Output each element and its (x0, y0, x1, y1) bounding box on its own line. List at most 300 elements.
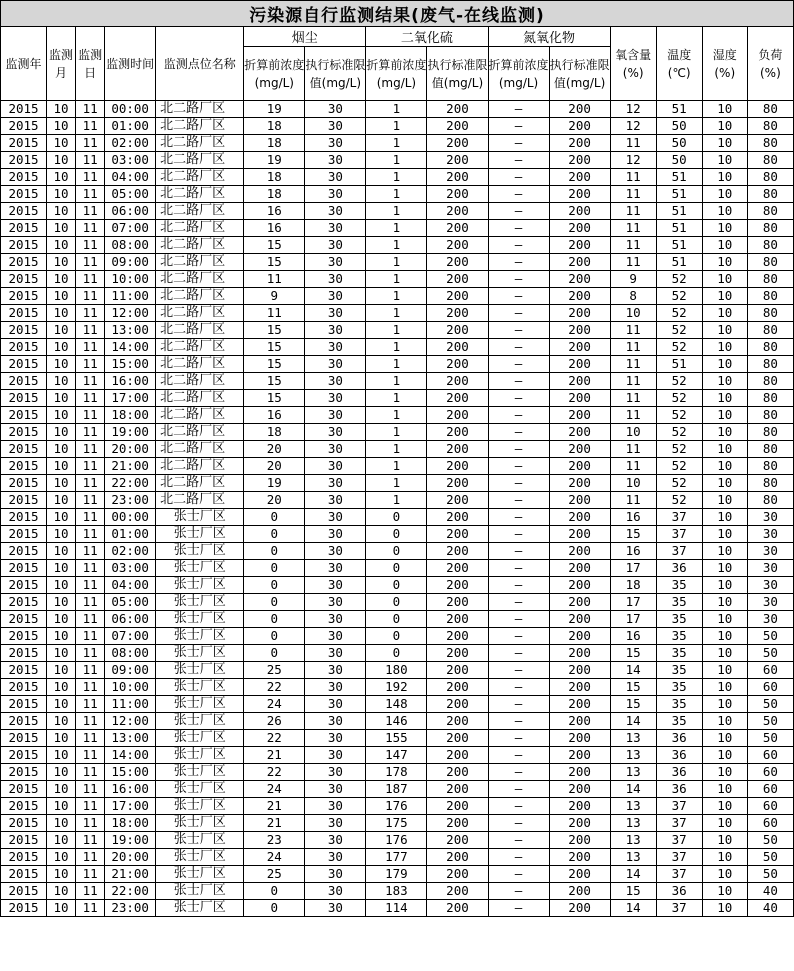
cell-so2-conc: 1 (366, 339, 427, 356)
cell-load: 30 (747, 577, 793, 594)
cell-so2-conc: 0 (366, 509, 427, 526)
cell-so2-conc: 1 (366, 390, 427, 407)
cell-so2-conc: 1 (366, 407, 427, 424)
cell-day: 11 (76, 322, 105, 339)
cell-nox-limit: 200 (549, 492, 610, 509)
table-row (1, 101, 794, 118)
cell-load: 50 (747, 696, 793, 713)
cell-humidity: 10 (702, 237, 747, 254)
cell-site: 北二路厂区 (156, 220, 244, 237)
cell-so2-conc: 1 (366, 220, 427, 237)
cell-smoke-conc: 18 (244, 186, 305, 203)
cell-day: 11 (76, 135, 105, 152)
cell-day: 11 (76, 373, 105, 390)
cell-temperature: 51 (656, 220, 702, 237)
cell-so2-limit: 200 (427, 390, 488, 407)
cell-nox-conc: — (488, 237, 549, 254)
cell-month: 10 (47, 305, 76, 322)
cell-load: 80 (747, 186, 793, 203)
cell-so2-conc: 192 (366, 679, 427, 696)
cell-day: 11 (76, 288, 105, 305)
cell-year: 2015 (1, 611, 47, 628)
cell-nox-limit: 200 (549, 322, 610, 339)
cell-so2-limit: 200 (427, 237, 488, 254)
cell-month: 10 (47, 764, 76, 781)
cell-nox-limit: 200 (549, 832, 610, 849)
cell-nox-limit: 200 (549, 645, 610, 662)
cell-month: 10 (47, 526, 76, 543)
cell-day: 11 (76, 611, 105, 628)
cell-so2-conc: 177 (366, 849, 427, 866)
cell-year: 2015 (1, 322, 47, 339)
cell-load: 60 (747, 662, 793, 679)
cell-year: 2015 (1, 288, 47, 305)
cell-site: 北二路厂区 (156, 424, 244, 441)
header-smoke-conc: 折算前浓度(mg/L) (244, 47, 305, 101)
cell-nox-conc: — (488, 475, 549, 492)
cell-so2-conc: 176 (366, 798, 427, 815)
cell-humidity: 10 (702, 798, 747, 815)
cell-load: 80 (747, 271, 793, 288)
cell-smoke-limit: 30 (305, 356, 366, 373)
cell-smoke-conc: 0 (244, 577, 305, 594)
cell-so2-conc: 1 (366, 186, 427, 203)
cell-temperature: 52 (656, 322, 702, 339)
cell-so2-limit: 200 (427, 509, 488, 526)
cell-day: 11 (76, 713, 105, 730)
cell-load: 80 (747, 492, 793, 509)
cell-nox-limit: 200 (549, 118, 610, 135)
cell-smoke-conc: 26 (244, 713, 305, 730)
cell-site: 北二路厂区 (156, 305, 244, 322)
cell-so2-conc: 1 (366, 135, 427, 152)
cell-humidity: 10 (702, 271, 747, 288)
cell-year: 2015 (1, 186, 47, 203)
cell-load: 30 (747, 543, 793, 560)
table-row (1, 458, 794, 475)
cell-so2-conc: 1 (366, 424, 427, 441)
cell-month: 10 (47, 594, 76, 611)
table-row (1, 645, 794, 662)
cell-nox-limit: 200 (549, 730, 610, 747)
cell-nox-conc: — (488, 594, 549, 611)
cell-humidity: 10 (702, 679, 747, 696)
cell-oxygen: 11 (610, 169, 656, 186)
cell-site: 张士厂区 (156, 764, 244, 781)
cell-site: 北二路厂区 (156, 441, 244, 458)
header-time: 监测时间 (105, 27, 156, 101)
cell-temperature: 52 (656, 475, 702, 492)
cell-humidity: 10 (702, 577, 747, 594)
cell-smoke-conc: 16 (244, 407, 305, 424)
cell-oxygen: 15 (610, 883, 656, 900)
cell-year: 2015 (1, 305, 47, 322)
cell-site: 北二路厂区 (156, 407, 244, 424)
cell-site: 北二路厂区 (156, 373, 244, 390)
table-row (1, 781, 794, 798)
cell-year: 2015 (1, 237, 47, 254)
cell-site: 张士厂区 (156, 781, 244, 798)
cell-so2-conc: 1 (366, 441, 427, 458)
cell-so2-conc: 180 (366, 662, 427, 679)
cell-temperature: 51 (656, 356, 702, 373)
cell-nox-limit: 200 (549, 254, 610, 271)
cell-humidity: 10 (702, 356, 747, 373)
group-smoke: 烟尘 (244, 27, 366, 47)
cell-year: 2015 (1, 832, 47, 849)
cell-nox-conc: — (488, 730, 549, 747)
cell-site: 张士厂区 (156, 798, 244, 815)
cell-year: 2015 (1, 407, 47, 424)
cell-so2-conc: 1 (366, 101, 427, 118)
cell-time: 02:00 (105, 543, 156, 560)
cell-load: 60 (747, 815, 793, 832)
cell-year: 2015 (1, 815, 47, 832)
cell-temperature: 51 (656, 186, 702, 203)
cell-so2-conc: 1 (366, 169, 427, 186)
cell-month: 10 (47, 237, 76, 254)
cell-humidity: 10 (702, 169, 747, 186)
cell-temperature: 50 (656, 135, 702, 152)
table-row (1, 203, 794, 220)
cell-time: 20:00 (105, 441, 156, 458)
cell-smoke-limit: 30 (305, 662, 366, 679)
cell-smoke-limit: 30 (305, 577, 366, 594)
header-smoke-limit: 执行标准限值(mg/L) (305, 47, 366, 101)
cell-temperature: 52 (656, 441, 702, 458)
cell-nox-limit: 200 (549, 407, 610, 424)
header-temperature: 温度(℃) (656, 27, 702, 101)
cell-so2-limit: 200 (427, 441, 488, 458)
cell-nox-limit: 200 (549, 764, 610, 781)
cell-month: 10 (47, 577, 76, 594)
cell-oxygen: 10 (610, 305, 656, 322)
cell-month: 10 (47, 254, 76, 271)
cell-month: 10 (47, 475, 76, 492)
cell-so2-limit: 200 (427, 492, 488, 509)
cell-nox-limit: 200 (549, 900, 610, 917)
cell-humidity: 10 (702, 526, 747, 543)
cell-time: 05:00 (105, 186, 156, 203)
cell-time: 13:00 (105, 322, 156, 339)
cell-load: 80 (747, 135, 793, 152)
cell-smoke-conc: 15 (244, 237, 305, 254)
cell-smoke-limit: 30 (305, 713, 366, 730)
cell-day: 11 (76, 866, 105, 883)
cell-nox-limit: 200 (549, 611, 610, 628)
cell-smoke-limit: 30 (305, 849, 366, 866)
cell-smoke-limit: 30 (305, 730, 366, 747)
cell-smoke-limit: 30 (305, 101, 366, 118)
cell-time: 22:00 (105, 883, 156, 900)
cell-so2-conc: 1 (366, 237, 427, 254)
cell-site: 张士厂区 (156, 730, 244, 747)
table-row (1, 730, 794, 747)
cell-nox-limit: 200 (549, 526, 610, 543)
cell-nox-limit: 200 (549, 373, 610, 390)
cell-load: 80 (747, 356, 793, 373)
cell-year: 2015 (1, 254, 47, 271)
table-row (1, 441, 794, 458)
cell-year: 2015 (1, 560, 47, 577)
cell-year: 2015 (1, 169, 47, 186)
cell-nox-limit: 200 (549, 135, 610, 152)
cell-so2-limit: 200 (427, 152, 488, 169)
cell-humidity: 10 (702, 747, 747, 764)
table-row (1, 118, 794, 135)
cell-smoke-conc: 0 (244, 611, 305, 628)
cell-time: 04:00 (105, 169, 156, 186)
cell-temperature: 51 (656, 237, 702, 254)
cell-so2-conc: 176 (366, 832, 427, 849)
cell-year: 2015 (1, 509, 47, 526)
cell-year: 2015 (1, 441, 47, 458)
cell-nox-limit: 200 (549, 798, 610, 815)
cell-humidity: 10 (702, 424, 747, 441)
cell-site: 北二路厂区 (156, 254, 244, 271)
cell-smoke-limit: 30 (305, 492, 366, 509)
cell-so2-limit: 200 (427, 866, 488, 883)
cell-month: 10 (47, 169, 76, 186)
cell-temperature: 50 (656, 118, 702, 135)
cell-site: 北二路厂区 (156, 101, 244, 118)
cell-temperature: 52 (656, 458, 702, 475)
cell-load: 30 (747, 594, 793, 611)
cell-nox-conc: — (488, 645, 549, 662)
cell-so2-conc: 1 (366, 373, 427, 390)
cell-humidity: 10 (702, 628, 747, 645)
cell-nox-conc: — (488, 458, 549, 475)
cell-smoke-conc: 21 (244, 815, 305, 832)
cell-so2-conc: 1 (366, 305, 427, 322)
cell-so2-limit: 200 (427, 764, 488, 781)
cell-so2-limit: 200 (427, 169, 488, 186)
cell-time: 18:00 (105, 815, 156, 832)
cell-load: 80 (747, 288, 793, 305)
table-row (1, 407, 794, 424)
cell-so2-limit: 200 (427, 747, 488, 764)
cell-oxygen: 15 (610, 526, 656, 543)
cell-time: 15:00 (105, 764, 156, 781)
group-nox: 氮氧化物 (488, 27, 610, 47)
table-row (1, 356, 794, 373)
cell-so2-limit: 200 (427, 186, 488, 203)
cell-smoke-conc: 20 (244, 441, 305, 458)
cell-smoke-limit: 30 (305, 339, 366, 356)
cell-time: 00:00 (105, 101, 156, 118)
cell-humidity: 10 (702, 475, 747, 492)
cell-smoke-conc: 16 (244, 220, 305, 237)
cell-time: 14:00 (105, 747, 156, 764)
cell-nox-limit: 200 (549, 543, 610, 560)
cell-site: 张士厂区 (156, 713, 244, 730)
cell-so2-limit: 200 (427, 628, 488, 645)
cell-day: 11 (76, 492, 105, 509)
cell-humidity: 10 (702, 645, 747, 662)
cell-so2-limit: 200 (427, 883, 488, 900)
cell-temperature: 35 (656, 594, 702, 611)
cell-humidity: 10 (702, 560, 747, 577)
cell-so2-limit: 200 (427, 577, 488, 594)
cell-oxygen: 13 (610, 815, 656, 832)
cell-temperature: 52 (656, 373, 702, 390)
cell-oxygen: 14 (610, 781, 656, 798)
cell-so2-conc: 146 (366, 713, 427, 730)
cell-day: 11 (76, 662, 105, 679)
cell-year: 2015 (1, 696, 47, 713)
cell-so2-limit: 200 (427, 781, 488, 798)
cell-humidity: 10 (702, 764, 747, 781)
cell-day: 11 (76, 356, 105, 373)
cell-temperature: 37 (656, 866, 702, 883)
cell-temperature: 37 (656, 509, 702, 526)
cell-month: 10 (47, 339, 76, 356)
cell-month: 10 (47, 101, 76, 118)
cell-load: 80 (747, 475, 793, 492)
cell-load: 40 (747, 883, 793, 900)
cell-smoke-limit: 30 (305, 781, 366, 798)
cell-smoke-conc: 21 (244, 747, 305, 764)
cell-so2-limit: 200 (427, 543, 488, 560)
cell-smoke-conc: 18 (244, 169, 305, 186)
header-nox-conc: 折算前浓度(mg/L) (488, 47, 549, 101)
cell-nox-limit: 200 (549, 815, 610, 832)
cell-nox-conc: — (488, 203, 549, 220)
cell-nox-conc: — (488, 305, 549, 322)
cell-nox-conc: — (488, 254, 549, 271)
cell-nox-limit: 200 (549, 662, 610, 679)
cell-smoke-limit: 30 (305, 611, 366, 628)
cell-smoke-limit: 30 (305, 679, 366, 696)
cell-temperature: 36 (656, 560, 702, 577)
cell-nox-limit: 200 (549, 475, 610, 492)
cell-time: 03:00 (105, 560, 156, 577)
cell-load: 30 (747, 509, 793, 526)
table-row (1, 764, 794, 781)
cell-year: 2015 (1, 747, 47, 764)
cell-nox-limit: 200 (549, 424, 610, 441)
cell-smoke-limit: 30 (305, 815, 366, 832)
cell-so2-conc: 147 (366, 747, 427, 764)
cell-so2-conc: 1 (366, 288, 427, 305)
cell-day: 11 (76, 203, 105, 220)
cell-year: 2015 (1, 713, 47, 730)
cell-year: 2015 (1, 271, 47, 288)
cell-smoke-limit: 30 (305, 271, 366, 288)
cell-load: 50 (747, 645, 793, 662)
table-row (1, 186, 794, 203)
cell-day: 11 (76, 186, 105, 203)
cell-so2-limit: 200 (427, 730, 488, 747)
cell-load: 80 (747, 407, 793, 424)
cell-nox-conc: — (488, 900, 549, 917)
cell-oxygen: 11 (610, 390, 656, 407)
cell-humidity: 10 (702, 373, 747, 390)
cell-temperature: 52 (656, 492, 702, 509)
cell-site: 张士厂区 (156, 883, 244, 900)
cell-nox-conc: — (488, 577, 549, 594)
cell-smoke-conc: 15 (244, 322, 305, 339)
cell-day: 11 (76, 152, 105, 169)
table-row (1, 169, 794, 186)
cell-nox-conc: — (488, 135, 549, 152)
cell-nox-limit: 200 (549, 169, 610, 186)
cell-load: 30 (747, 611, 793, 628)
cell-month: 10 (47, 356, 76, 373)
cell-time: 14:00 (105, 339, 156, 356)
cell-day: 11 (76, 118, 105, 135)
cell-time: 20:00 (105, 849, 156, 866)
cell-smoke-limit: 30 (305, 475, 366, 492)
cell-nox-conc: — (488, 764, 549, 781)
cell-nox-limit: 200 (549, 339, 610, 356)
cell-smoke-conc: 19 (244, 101, 305, 118)
cell-time: 05:00 (105, 594, 156, 611)
cell-humidity: 10 (702, 696, 747, 713)
cell-site: 张士厂区 (156, 866, 244, 883)
cell-nox-conc: — (488, 628, 549, 645)
cell-oxygen: 14 (610, 713, 656, 730)
cell-oxygen: 13 (610, 747, 656, 764)
cell-temperature: 37 (656, 798, 702, 815)
cell-site: 张士厂区 (156, 849, 244, 866)
cell-smoke-limit: 30 (305, 407, 366, 424)
cell-humidity: 10 (702, 339, 747, 356)
cell-time: 19:00 (105, 424, 156, 441)
cell-humidity: 10 (702, 118, 747, 135)
cell-smoke-conc: 19 (244, 475, 305, 492)
cell-load: 60 (747, 764, 793, 781)
cell-site: 张士厂区 (156, 679, 244, 696)
table-row (1, 849, 794, 866)
cell-nox-conc: — (488, 424, 549, 441)
cell-year: 2015 (1, 152, 47, 169)
cell-day: 11 (76, 441, 105, 458)
cell-month: 10 (47, 832, 76, 849)
cell-month: 10 (47, 543, 76, 560)
cell-so2-conc: 179 (366, 866, 427, 883)
cell-oxygen: 16 (610, 543, 656, 560)
cell-so2-limit: 200 (427, 696, 488, 713)
cell-oxygen: 10 (610, 475, 656, 492)
cell-day: 11 (76, 730, 105, 747)
cell-load: 50 (747, 866, 793, 883)
cell-smoke-limit: 30 (305, 441, 366, 458)
table-row (1, 373, 794, 390)
cell-oxygen: 18 (610, 577, 656, 594)
cell-humidity: 10 (702, 390, 747, 407)
table-row (1, 798, 794, 815)
cell-temperature: 35 (656, 713, 702, 730)
cell-load: 80 (747, 237, 793, 254)
table-row (1, 339, 794, 356)
cell-time: 12:00 (105, 305, 156, 322)
cell-nox-conc: — (488, 713, 549, 730)
cell-day: 11 (76, 101, 105, 118)
cell-smoke-limit: 30 (305, 424, 366, 441)
cell-nox-conc: — (488, 288, 549, 305)
cell-nox-limit: 200 (549, 781, 610, 798)
cell-month: 10 (47, 152, 76, 169)
cell-time: 18:00 (105, 407, 156, 424)
cell-temperature: 35 (656, 611, 702, 628)
cell-nox-limit: 200 (549, 747, 610, 764)
table-row (1, 305, 794, 322)
cell-nox-limit: 200 (549, 509, 610, 526)
table-row (1, 237, 794, 254)
cell-smoke-conc: 0 (244, 560, 305, 577)
cell-so2-conc: 1 (366, 475, 427, 492)
